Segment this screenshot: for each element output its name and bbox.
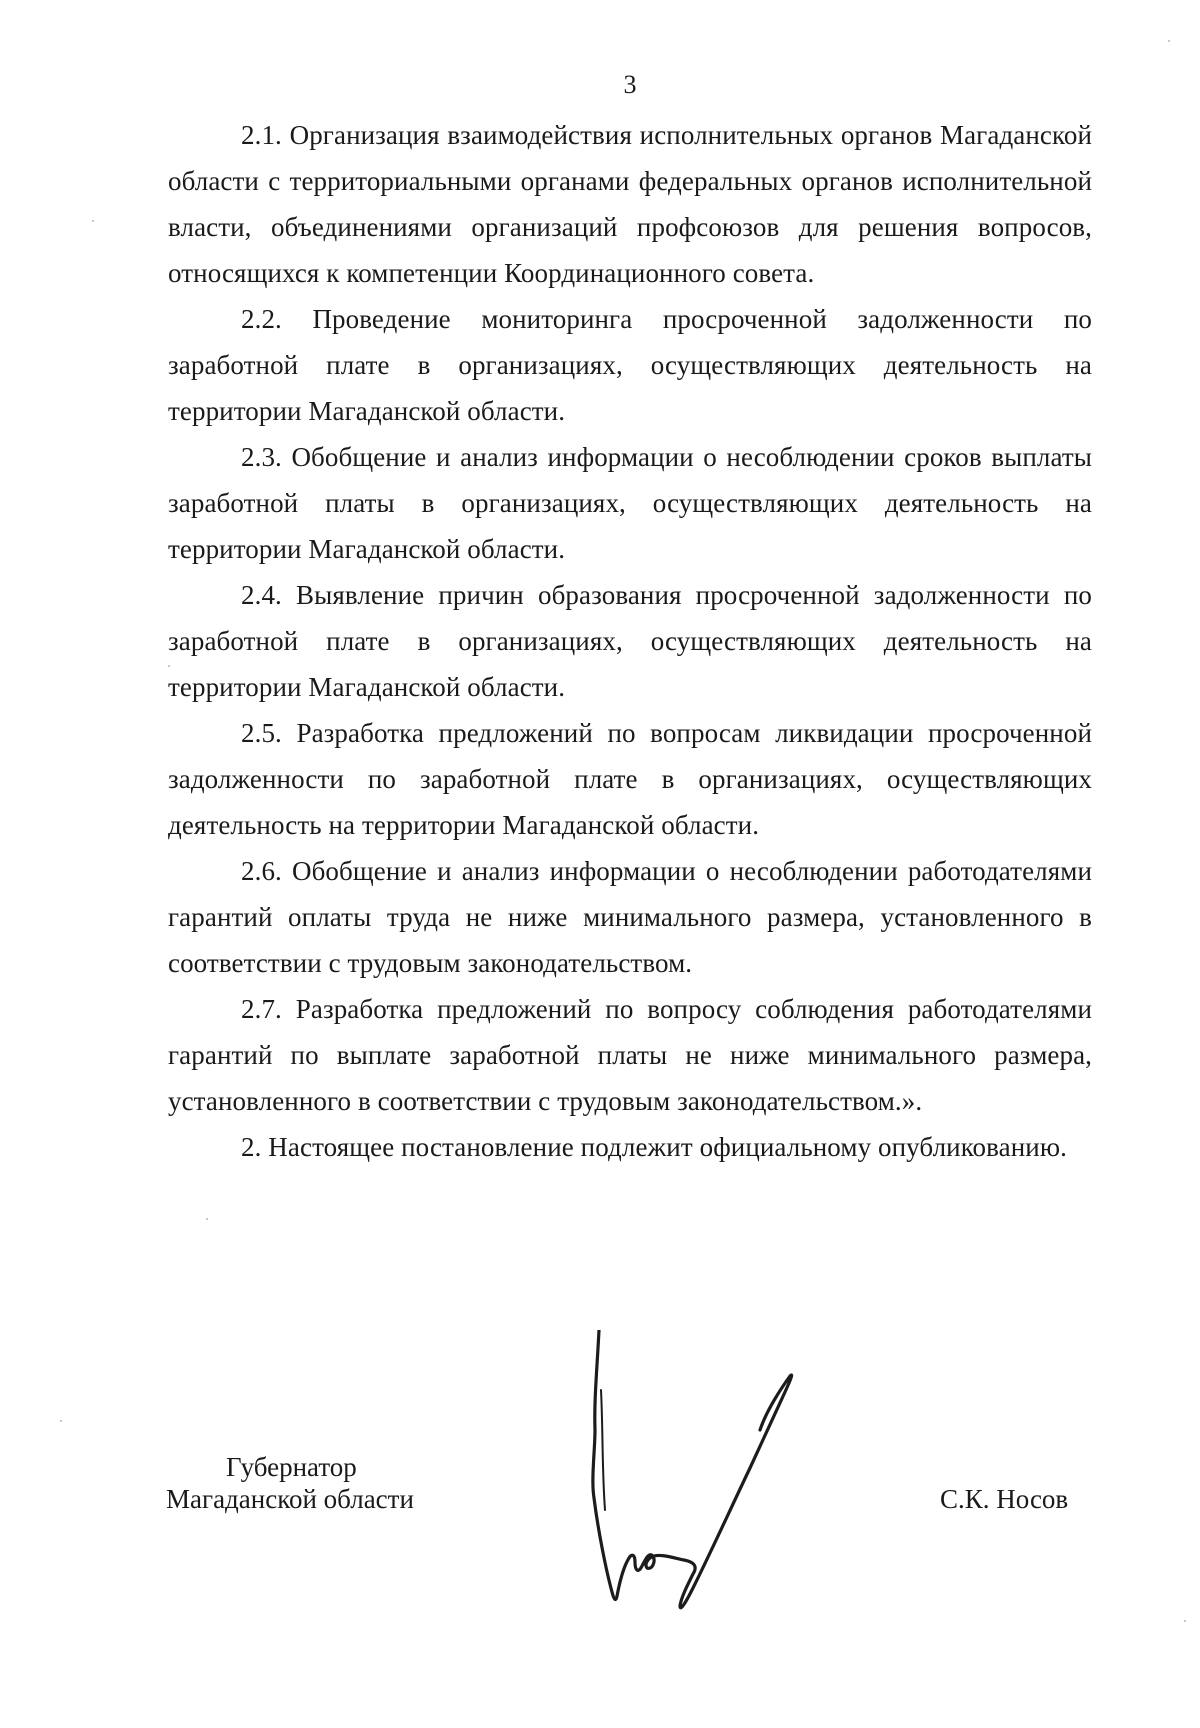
scan-speck [92, 220, 94, 222]
handwritten-signature [580, 1330, 840, 1610]
paragraph-2-4: 2.4. Выявление причин образования просроченной задолженности по заработной плате в организациях, осуществляющих деятельность на территории Магаданской области. [168, 580, 1092, 702]
paragraph-2-7: 2.7. Разработка предложений по вопросу соблюдения работодателями гарантий по выплате заработной платы не ниже минимального размера, установленного в соответствии с трудовым законодательством.». [168, 994, 1092, 1116]
page-number: 3 [623, 70, 637, 99]
paragraph-2-6: 2.6. Обобщение и анализ информации о несоблюдении работодателями гарантий оплаты труда не ниже минимального размера, установленного в соответствии с трудовым законодательством. [168, 856, 1092, 978]
scan-speck [206, 1218, 208, 1220]
signatory-title-line1: Губернатор [226, 1452, 357, 1482]
paragraph-2-5: 2.5. Разработка предложений по вопросам ликвидации просроченной задолженности по заработной плате в организациях, осуществляющих деятельность на территории Магаданской области. [168, 718, 1092, 840]
scan-speck [168, 665, 170, 667]
scan-speck [1184, 1620, 1186, 1622]
paragraph-2-1: 2.1. Организация взаимодействия исполнительных органов Магаданской области с территориальными органами федеральных органов исполнительной власти, объединениями организаций профсоюзов для решения вопросов, относящихся к компетенции Координационного совета. [168, 120, 1092, 288]
document-body [168, 112, 1092, 1170]
paragraph-2-2: 2.2. Проведение мониторинга просроченной задолженности по заработной плате в организациях, осуществляющих деятельность на территории Магаданской области. [168, 304, 1092, 426]
paragraph-2-3: 2.3. Обобщение и анализ информации о несоблюдении сроков выплаты заработной платы в организациях, осуществляющих деятельность на территории Магаданской области. [168, 442, 1092, 564]
paragraph-publication: 2. Настоящее постановление подлежит официальному опубликованию. [241, 1132, 1067, 1162]
scan-speck [1168, 40, 1170, 42]
signatory-title-line2: Магаданской области [166, 1484, 414, 1514]
scan-speck [60, 1420, 62, 1422]
signatory-name: С.К. Носов [940, 1484, 1069, 1514]
